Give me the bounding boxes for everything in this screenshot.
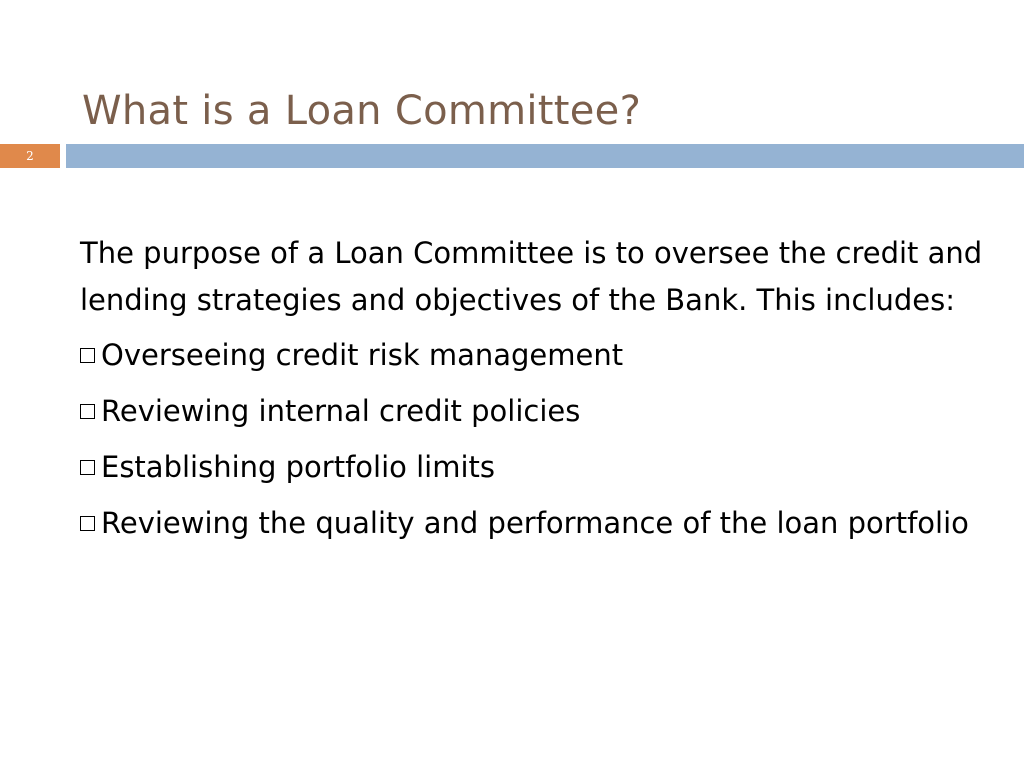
hollow-square-icon — [80, 348, 95, 363]
slide-number-badge — [0, 144, 60, 168]
slide-title: What is a Loan Committee? — [82, 88, 642, 134]
bullet-text: Reviewing internal credit policies — [101, 394, 581, 428]
slide-body — [80, 230, 985, 556]
hollow-square-icon — [80, 404, 95, 419]
bullet-text: Overseeing credit risk management — [101, 338, 624, 372]
bullet-list — [80, 332, 985, 547]
list-item — [80, 500, 985, 547]
list-item — [80, 332, 985, 379]
list-item — [80, 388, 985, 435]
hollow-square-icon — [80, 460, 95, 475]
intro-paragraph: The purpose of a Loan Committee is to oversee the credit and lending strategies and objectives of the Bank. This includes: — [80, 236, 983, 317]
hollow-square-icon — [80, 516, 95, 531]
bullet-text: Reviewing the quality and performance of the loan portfolio — [101, 506, 969, 540]
list-item — [80, 444, 985, 491]
slide-number: 2 — [26, 149, 34, 163]
title-divider-bar — [66, 144, 1024, 168]
bullet-text: Establishing portfolio limits — [101, 450, 496, 484]
